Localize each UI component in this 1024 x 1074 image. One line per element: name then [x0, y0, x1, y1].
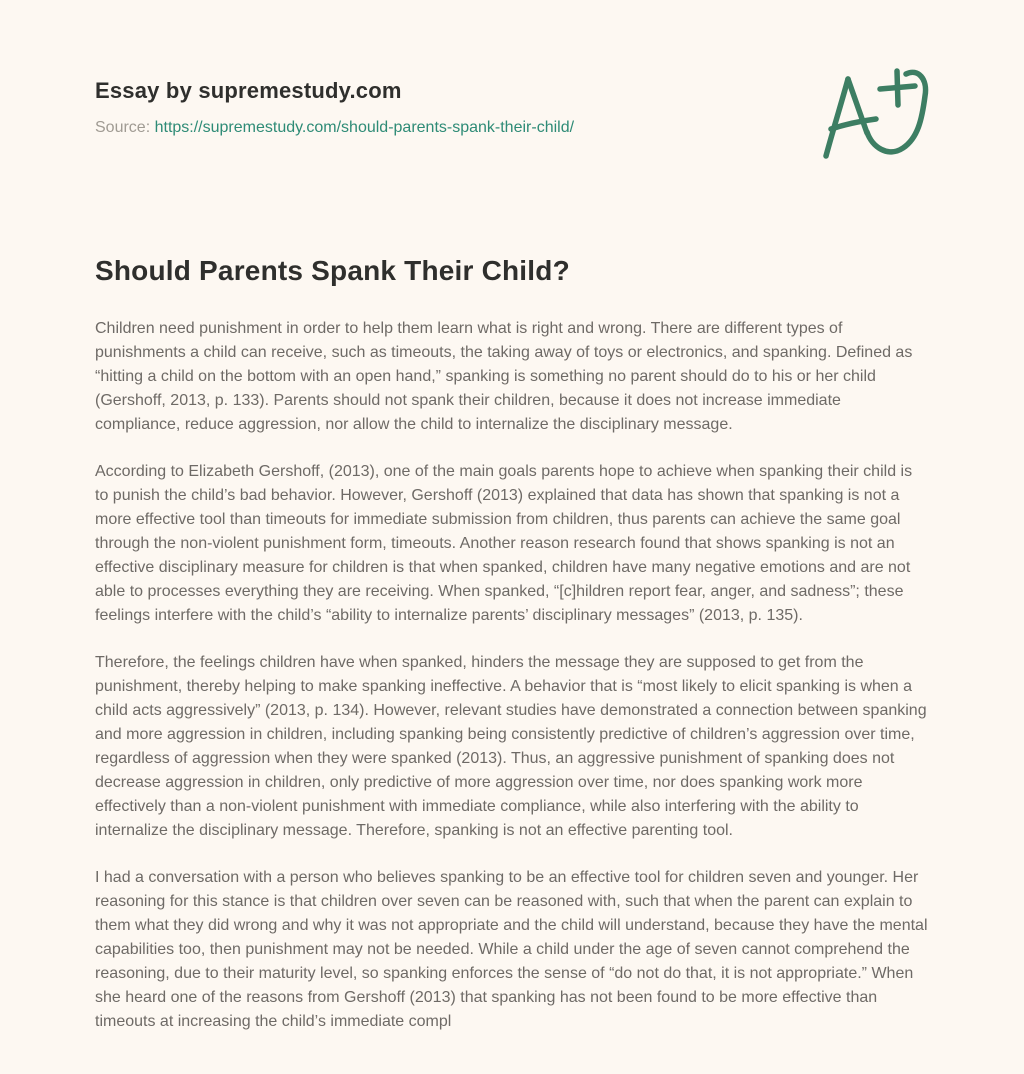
essay-paragraph-1: Children need punishment in order to help them learn what is right and wrong. There are different types of punishments a child can receive, such as timeouts, the taking away of toys or electronics, and spanking. Defined as “hitting a child on the bottom with an open hand,” spanking is something no parent should do to his or her child (Gershoff, 2013, p. 133). Parents should not spank their children, because it does not increase immediate compliance, reduce aggression, nor allow the child to internalize the disciplinary message. — [95, 320, 913, 433]
essay-title: Should Parents Spank Their Child? — [95, 255, 570, 286]
page-header — [95, 0, 929, 137]
a-plus-logo — [818, 58, 950, 180]
essay-paragraph-2: According to Elizabeth Gershoff, (2013), one of the main goals parents hope to achieve when spanking their child is to punish the child’s bad behavior. However, Gershoff (2013) explained that data has shown that spanking is not a more effective tool than timeouts for immediate submission from children, thus parents can achieve the same goal through the non-violent punishment form, timeouts. Another reason research found that shows spanking is not an effective disciplinary measure for children is that when spanked, children have many negative emotions and are not able to processes everything they are receiving. When spanked, “[c]hildren report fear, anger, and sadness”; these feelings interfere with the child’s “ability to internalize parents’ disciplinary messages” (2013, p. 135). — [95, 463, 913, 624]
source-label: Source: — [95, 119, 151, 136]
source-link[interactable]: https://supremestudy.com/should-parents-spank-their-child/ — [154, 119, 575, 136]
source-line — [95, 119, 929, 137]
essay-paragraph-3: Therefore, the feelings children have when spanked, hinders the message they are supposed to get from the punishment, thereby helping to make spanking ineffective. A behavior that is “most likely to elicit spanking is when a child acts aggressively” (2013, p. 134). However, relevant studies have demonstrated a connection between spanking and more aggression in children, including spanking being consistently predictive of children’s aggression over time, regardless of aggression when they were spanked (2013). Thus, an aggressive punishment of spanking does not decrease aggression in children, only predictive of more aggression over time, nor does spanking work more effectively than a non-violent punishment with immediate compliance, while also interfering with the ability to internalize the disciplinary message. Therefore, spanking is not an effective parenting tool. — [95, 654, 927, 839]
essay-body — [95, 317, 929, 1034]
essay-paragraph-4: I had a conversation with a person who believes spanking to be an effective tool for children seven and younger. Her reasoning for this stance is that children over seven can be reasoned with, such that when the parent can explain to them what they did wrong and why it was not appropriate and the child will understand, because they have the mental capabilities too, then punishment may not be needed. While a child under the age of seven cannot comprehend the reasoning, due to their maturity level, so spanking enforces the sense of “do not do that, it is not appropriate.” When she heard one of the reasons from Gershoff (2013) that spanking has not been found to be more effective than timeouts at increasing the child’s immediate compl — [95, 869, 928, 1030]
site-title: Essay by supremestudy.com — [95, 78, 402, 103]
